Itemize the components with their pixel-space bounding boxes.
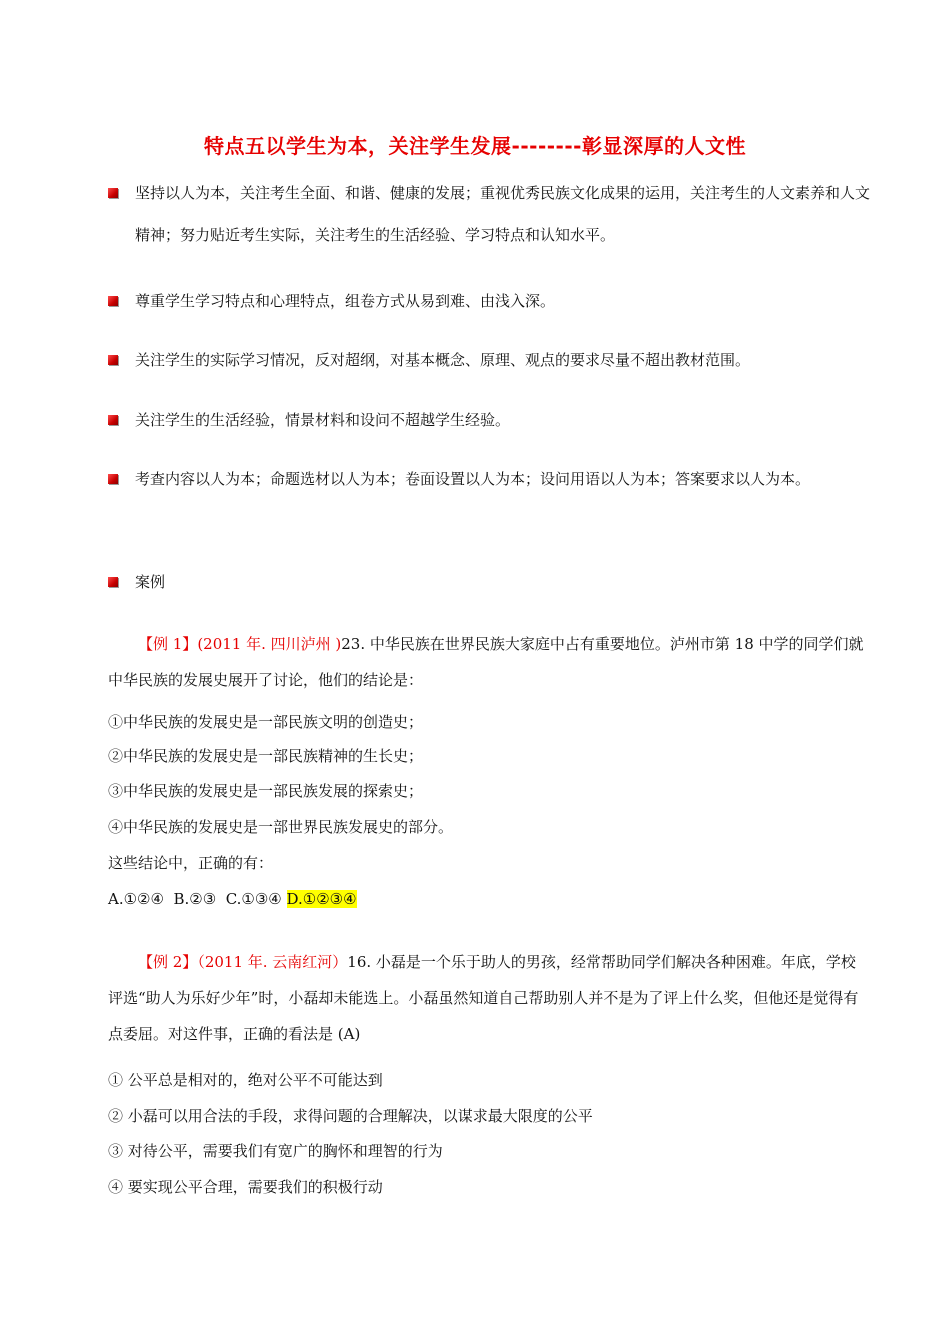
bullet-square-icon <box>108 188 118 198</box>
bullet-item <box>108 571 870 593</box>
example-2-item: ① 公平总是相对的，绝对公平不可能达到 <box>108 1071 383 1089</box>
bullet-text: 考查内容以人为本；命题选材以人为本；卷面设置以人为本；设问用语以人为本；答案要求以人为本。 <box>135 470 811 488</box>
example-1-item: ④中华民族的发展史是一部世界民族发展史的部分。 <box>108 818 454 836</box>
bullet-item <box>108 468 870 500</box>
example-2-stem <box>108 944 870 1052</box>
example-2-source: （2011 年. 云南红河） <box>197 953 348 971</box>
example-1-tag: 【例 1】 <box>138 635 198 653</box>
example-2-item: ④ 要实现公平合理，需要我们的积极行动 <box>108 1178 383 1196</box>
bullet-square-icon <box>108 577 118 587</box>
example-1-answer-highlight: D.①②③④ <box>286 890 357 908</box>
page-title: 特点五以学生为本，关注学生发展--------彰显深厚的人文性 <box>204 134 746 158</box>
bullet-item <box>108 409 870 431</box>
bullet-item <box>108 182 870 256</box>
example-1-question: 这些结论中，正确的有： <box>108 854 274 872</box>
bullet-text: 案例 <box>135 573 166 591</box>
example-1-options <box>108 888 357 910</box>
bullet-square-icon <box>108 415 118 425</box>
example-1-options-plain: A.①②④ B.②③ C.①③④ <box>108 890 287 908</box>
example-2-item: ③ 对待公平，需要我们有宽广的胸怀和理智的行为 <box>108 1142 443 1160</box>
bullet-square-icon <box>108 296 118 306</box>
example-1-item: ②中华民族的发展史是一部民族精神的生长史； <box>108 747 424 765</box>
example-1-item: ③中华民族的发展史是一部民族发展的探索史； <box>108 782 424 800</box>
example-1-item: ①中华民族的发展史是一部民族文明的创造史； <box>108 713 424 731</box>
bullet-item <box>108 290 870 312</box>
example-1-text: 23. 中华民族在世界民族大家庭中占有重要地位。泸州市第 18 中学的同学们就中华民族的发展史展开了讨论，他们的结论是： <box>108 635 864 689</box>
bullet-square-icon <box>108 474 118 484</box>
bullet-item <box>108 349 870 371</box>
bullet-text: 尊重学生学习特点和心理特点，组卷方式从易到难、由浅入深。 <box>135 292 556 310</box>
example-2-item: ② 小磊可以用合法的手段，求得问题的合理解决，以谋求最大限度的公平 <box>108 1107 593 1125</box>
example-2-tag: 【例 2】 <box>138 953 198 971</box>
example-1-source: (2011 年. 四川泸州 ) <box>197 635 342 653</box>
example-1-stem <box>108 626 870 698</box>
bullet-text: 关注学生的生活经验，情景材料和设问不超越学生经验。 <box>135 411 511 429</box>
bullet-square-icon <box>108 355 118 365</box>
example-2-text: 16. 小磊是一个乐于助人的男孩，经常帮助同学们解决各种困难。年底，学校评选“助人为乐好少年”时，小磊却未能选上。小磊虽然知道自己帮助别人并不是为了评上什么奖，但他还是觉得有点委屈。对这件事，正确的看法是 (A) <box>108 953 859 1043</box>
bullet-text: 关注学生的实际学习情况，反对超纲，对基本概念、原理、观点的要求尽量不超出教材范围。 <box>135 351 751 369</box>
bullet-text: 坚持以人为本，关注考生全面、和谐、健康的发展；重视优秀民族文化成果的运用，关注考生的人文素养和人文精神；努力贴近考生实际，关注考生的生活经验、学习特点和认知水平。 <box>135 184 871 244</box>
